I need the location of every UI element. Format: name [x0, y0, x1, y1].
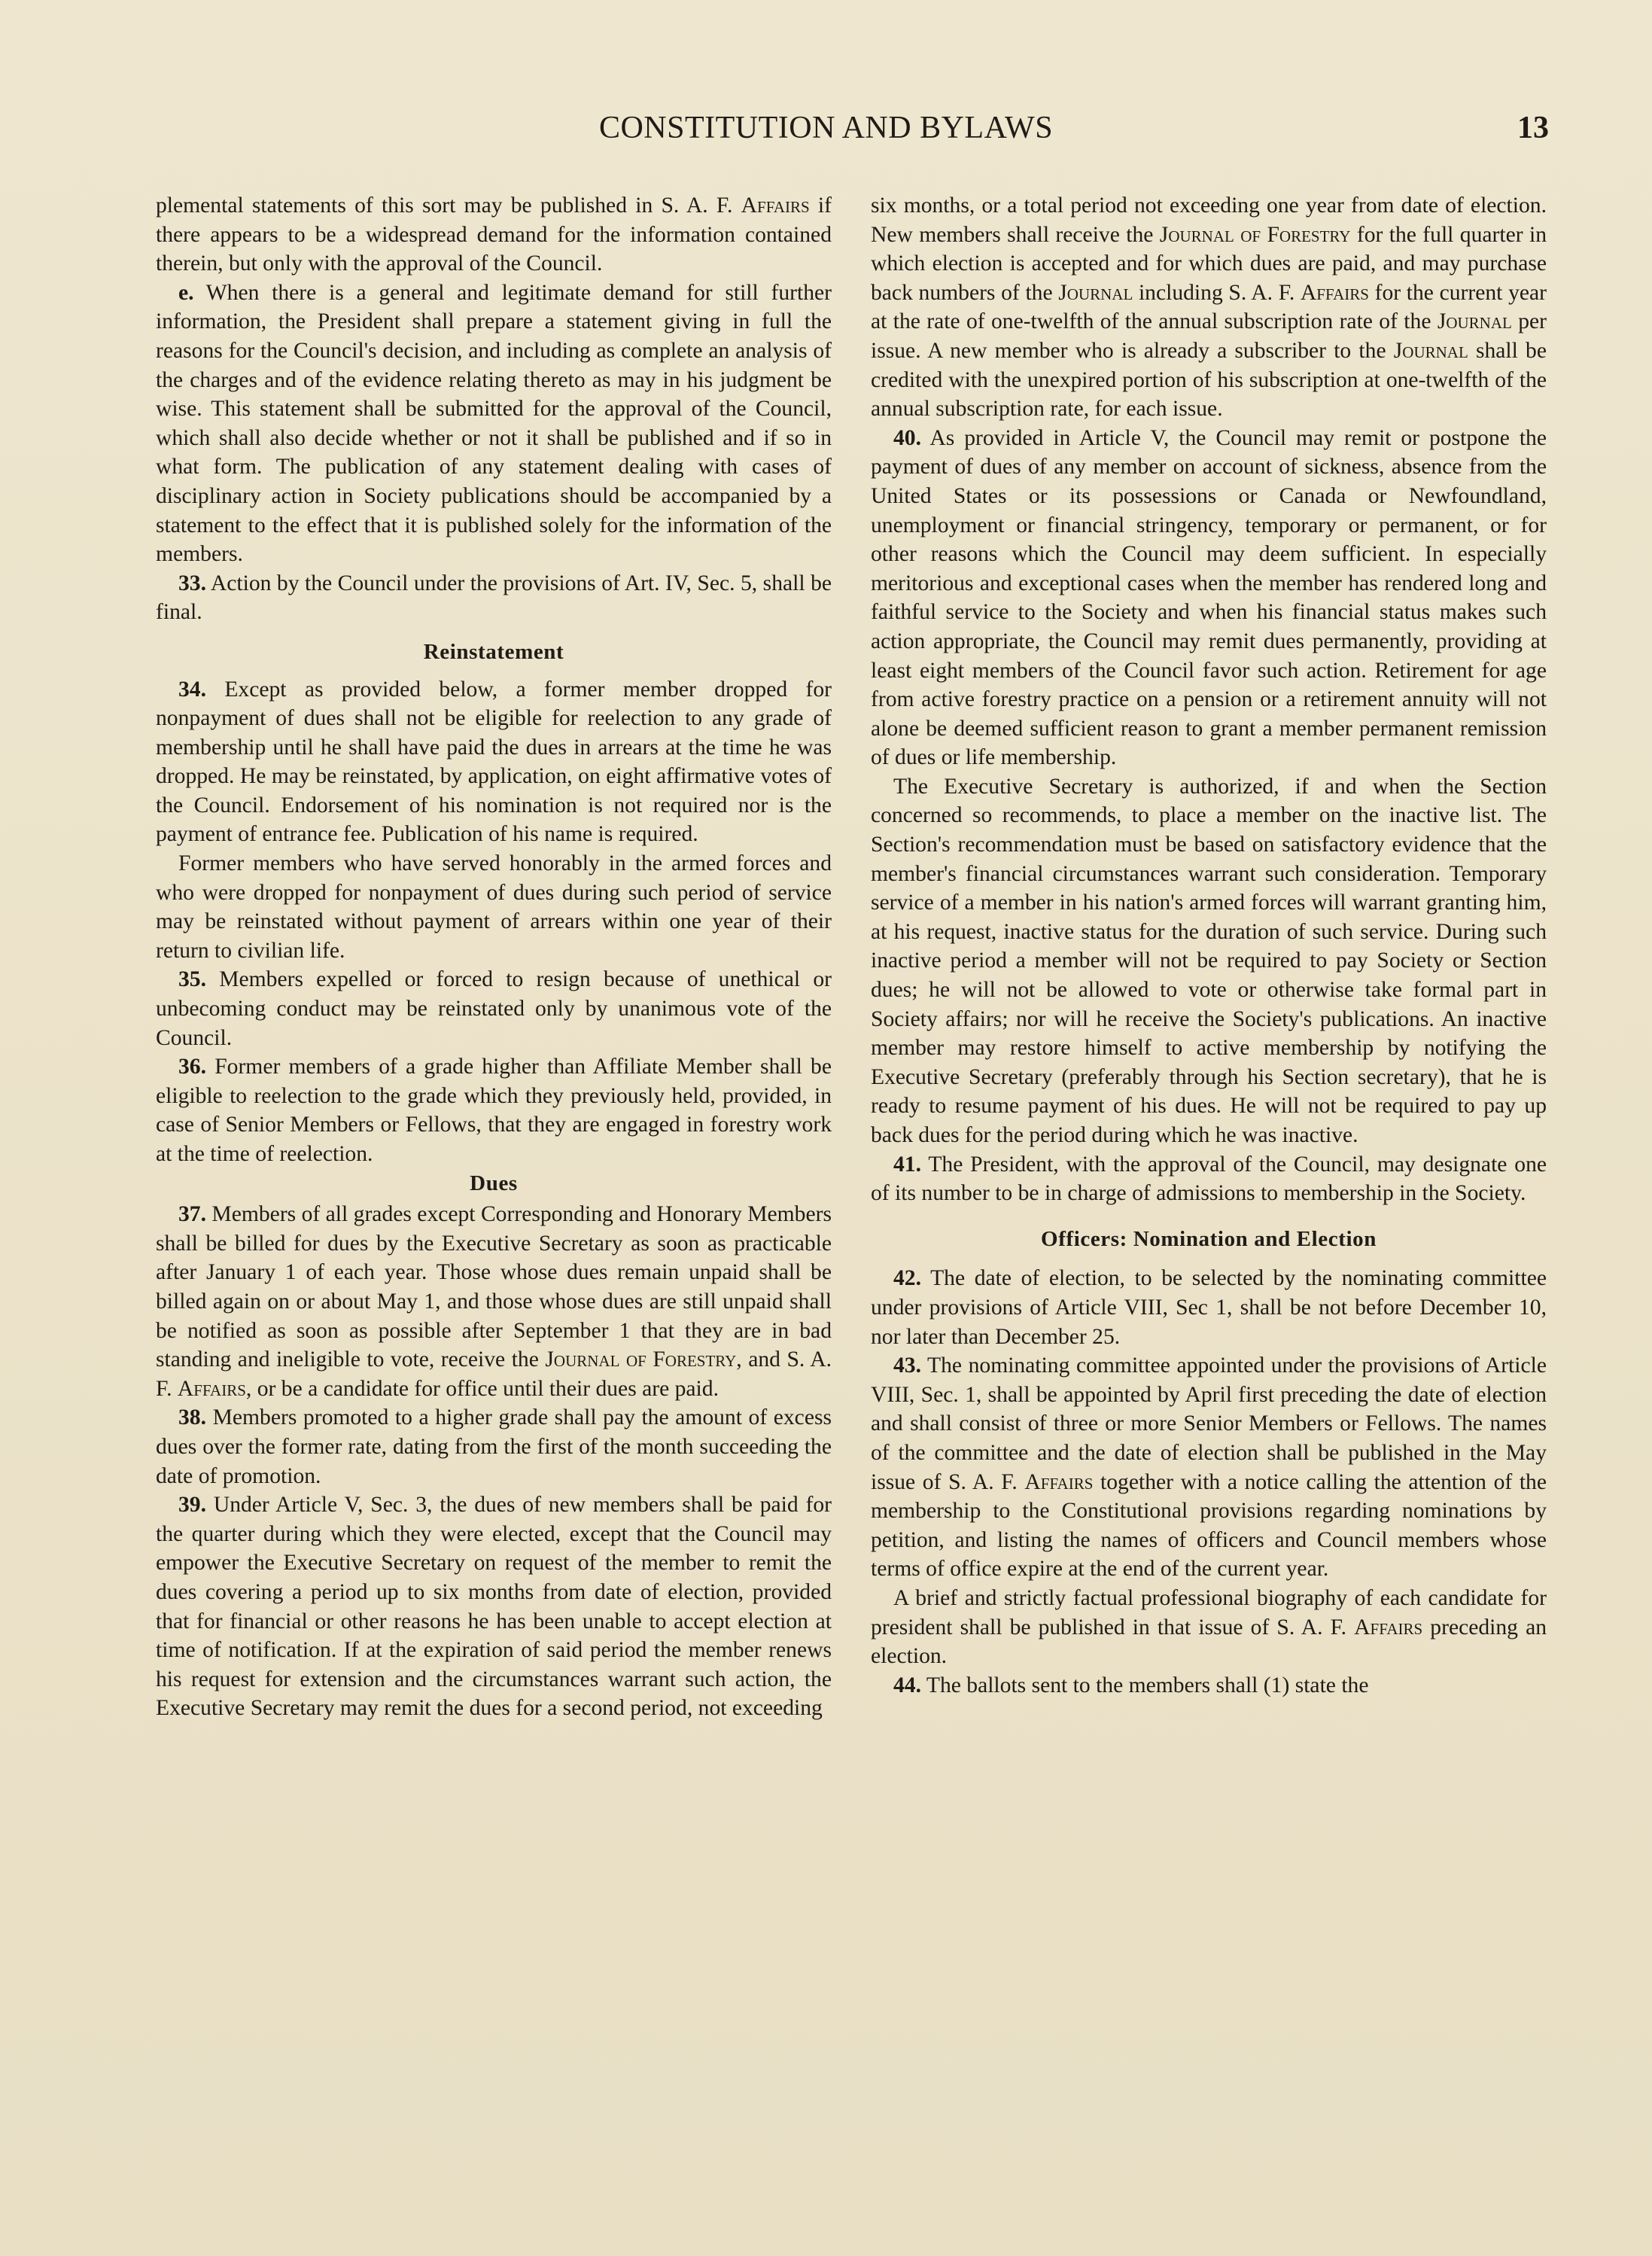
running-header — [0, 110, 1652, 152]
text-run: The nominating committee appointed under the provisions of Article VIII, Sec. 1, shall be appointed by April first preceding the date of election and shall consist of three or more Senior Members or Fellows. The names of the committee and the date of election shall be published in the May issue of S. A. F. — [871, 1353, 1547, 1494]
publication-name: Journal of Forestry — [545, 1347, 737, 1372]
paragraph-text: The ballots sent to the members shall (1) state the — [921, 1673, 1369, 1697]
paragraph-text: As provided in Article V, the Council may remit or postpone the payment of dues of any member on account of sickness, absence from the United States or its possessions or Canada or Newfoundland, unemployment or financial stringency, temporary or permanent, or for other reasons which the Council may deem sufficient. In especially meritorious and exceptional cases when the member has rendered long and faithful service to the Society and when his financial status makes such action appropriate, the Council may remit dues permanently, providing at least eight members of the Council favor such action. Retirement for age from active forestry practice on a pension or a retirement annuity will not alone be deemed sufficient reason to grant a member permanent remission of dues or life membership. — [871, 425, 1547, 770]
paragraph-number: 40. — [893, 425, 921, 450]
paragraph-number: 44. — [893, 1673, 921, 1697]
publication-name: Affairs — [1300, 280, 1369, 305]
section-heading-dues: Dues — [470, 1171, 518, 1195]
text-run: together with a notice calling the attention of the membership to the Constitutional provisions regarding nominations by petition, and listing the names of officers and Council members whose terms of office expire at the end of the current year. — [871, 1469, 1547, 1582]
text-run: , and S. A. F. — [156, 1347, 832, 1401]
text-run: if there appears to be a widespread demand for the information contained therein, but only with the approval of the Council. — [156, 193, 832, 276]
publication-name: Affairs — [741, 193, 810, 218]
text-run: preceding an election. — [871, 1615, 1547, 1669]
paragraph-38 — [156, 1403, 832, 1490]
paragraph-number: 42. — [893, 1266, 921, 1291]
publication-name: Affairs — [1354, 1615, 1423, 1639]
paragraph-number: 34. — [178, 677, 206, 702]
paragraph-43-biography — [871, 1584, 1547, 1671]
text-run: plemental statements of this sort may be published in S. A. F. — [156, 193, 741, 218]
text-run: for the full quarter in which election is accepted and for which dues are paid, and may purchase back numbers of the — [871, 222, 1547, 305]
left-column — [156, 191, 832, 1723]
paragraph-number: 37. — [178, 1202, 206, 1227]
paragraph-35 — [156, 965, 832, 1052]
text-run: six months, or a total period not exceeding one year from date of election. New members shall receive the — [871, 193, 1547, 247]
paragraph-34-armed-forces: Former members who have served honorably in the armed forces and who were dropped for nonpayment of dues during such period of service may be reinstated without payment of arrears within one year of their return to civilian life. — [156, 851, 832, 963]
running-title: CONSTITUTION AND BYLAWS — [598, 111, 1054, 145]
paragraph-text: Under Article V, Sec. 3, the dues of new members shall be paid for the quarter during which they were elected, except that the Council may empower the Executive Secretary on request of the member to remit the dues covering a period up to six months from date of election, provided that for financial or other reasons he has been unable to accept election at time of notification. If at the expiration of said period the member renews his request for extension and the circumstances warrant such action, the Executive Secretary may remit the dues for a second period, not exceeding — [156, 1493, 832, 1721]
paragraph-number: 33. — [178, 571, 206, 595]
text-run: shall be credited with the unexpired portion of his subscription at one-twelfth of the annual subscription rate, for each issue. — [871, 338, 1547, 422]
text-run: per issue. A new member who is already a subscriber to the — [871, 309, 1547, 363]
section-heading-reinstatement: Reinstatement — [423, 639, 564, 664]
publication-name: Journal — [1058, 280, 1133, 305]
paragraph-text: When there is a general and legitimate demand for still further information, the President shall prepare a statement giving in full the reasons for the Council's decision, and including as complete an analysis of the charges and of the evidence relating thereto as may in his judgment be wise. This statement shall be submitted for the approval of the Council, which shall also decide whether or not it shall be published and if so in what form. The publication of any statement dealing with cases of disciplinary action in Society publications should be accompanied by a statement to the effect that it is published solely for the information of the members. — [156, 280, 832, 567]
paragraph-text: Former members of a grade higher than Affiliate Member shall be eligible to reelection to the grade which they previously held, provided, in case of Senior Members or Fellows, that they are engaged in forestry work at the time of reelection. — [156, 1055, 832, 1166]
paragraph-41 — [871, 1150, 1547, 1208]
paragraph-text: The date of election, to be selected by the nominating committee under provisions of Article VIII, Sec 1, shall be not before December 10, nor later than December 25. — [871, 1266, 1547, 1349]
paragraph-37 — [156, 1200, 832, 1403]
paragraph-number: 35. — [178, 967, 206, 992]
paragraph-number: e. — [178, 280, 194, 305]
section-heading-officers: Officers: Nomination and Election — [1041, 1226, 1377, 1251]
right-column — [871, 191, 1547, 1700]
paragraph-text: Action by the Council under the provisions of Art. IV, Sec. 5, shall be final. — [156, 571, 832, 625]
text-run: A brief and strictly factual professional biography of each candidate for president shall be published in that issue of S. A. F. — [871, 1585, 1547, 1639]
text-run: Members of all grades except Corresponding and Honorary Members shall be billed for dues by the Executive Secretary as soon as practicable after January 1 of each year. Those whose dues remain unpaid shall be billed again on or about May 1, and those whose dues are still unpaid shall be notified as soon as possible after September 1 that they are in bad standing and ineligible to vote, receive the — [156, 1202, 832, 1372]
paragraph-40 — [871, 424, 1547, 772]
paragraph-continuation — [156, 191, 832, 279]
text-run: , or be a candidate for office until their dues are paid. — [245, 1376, 719, 1401]
paragraph-36 — [156, 1052, 832, 1168]
paragraph-text: Except as provided below, a former member dropped for nonpayment of dues shall not be eligible for reelection to any grade of membership until he shall have paid the dues in arrears at the time he was dropped. He may be reinstated, by application, on eight affirmative votes of the Council. Endorsement of his nomination is not required nor is the payment of entrance fee. Publication of his name is required. — [156, 677, 832, 847]
paragraph-39-continuation — [871, 191, 1547, 424]
paragraph-text: The President, with the approval of the Council, may designate one of its number to be in charge of admissions to membership in the Society. — [871, 1152, 1547, 1206]
paragraph-e — [156, 279, 832, 569]
text-run: including S. A. F. — [1133, 280, 1301, 305]
publication-name: Journal — [1393, 338, 1468, 363]
paragraph-42 — [871, 1264, 1547, 1351]
paragraph-39 — [156, 1490, 832, 1723]
paragraph-number: 43. — [893, 1353, 921, 1378]
paragraph-number: 38. — [178, 1405, 206, 1430]
page-number: 13 — [1517, 111, 1549, 145]
paragraph-33 — [156, 569, 832, 627]
paragraph-number: 36. — [178, 1055, 206, 1079]
paragraph-number: 41. — [893, 1152, 921, 1177]
paragraph-43 — [871, 1351, 1547, 1584]
publication-name: Journal of Forestry — [1159, 222, 1351, 247]
text-run: for the current year at the rate of one-twelfth of the annual subscription rate of the — [871, 280, 1547, 334]
paragraph-text: Members promoted to a higher grade shall pay the amount of excess dues over the former rate, dating from the first of the month succeeding the date of promotion. — [156, 1405, 832, 1488]
publication-name: Affairs — [1024, 1469, 1094, 1494]
publication-name: Journal — [1437, 309, 1512, 334]
publication-name: Affairs — [177, 1376, 246, 1401]
paragraph-number: 39. — [178, 1493, 206, 1518]
paragraph-text: Members expelled or forced to resign because of unethical or unbecoming conduct may be reinstated only by unanimous vote of the Council. — [156, 967, 832, 1050]
paragraph-44 — [871, 1671, 1547, 1700]
paragraph-40-inactive: The Executive Secretary is authorized, if and when the Section concerned so recommends, to place a member on the inactive list. The Section's recommendation must be based on satisfactory evidence that the member's financial circumstances warrant such consideration. Temporary service of a member in his nation's armed forces will warrant granting him, at his request, inactive status for the duration of such service. During such inactive period a member will not be required to pay Society or Section dues; he will not be allowed to vote or otherwise take formal part in Society affairs; nor will he receive the Society's publications. An inactive member may restore himself to active membership by notifying the Executive Secretary (preferably through his Section secretary), that he is ready to resume payment of his dues. He will not be required to pay up back dues for the period during which he was inactive. — [871, 774, 1547, 1147]
paragraph-34 — [156, 675, 832, 850]
